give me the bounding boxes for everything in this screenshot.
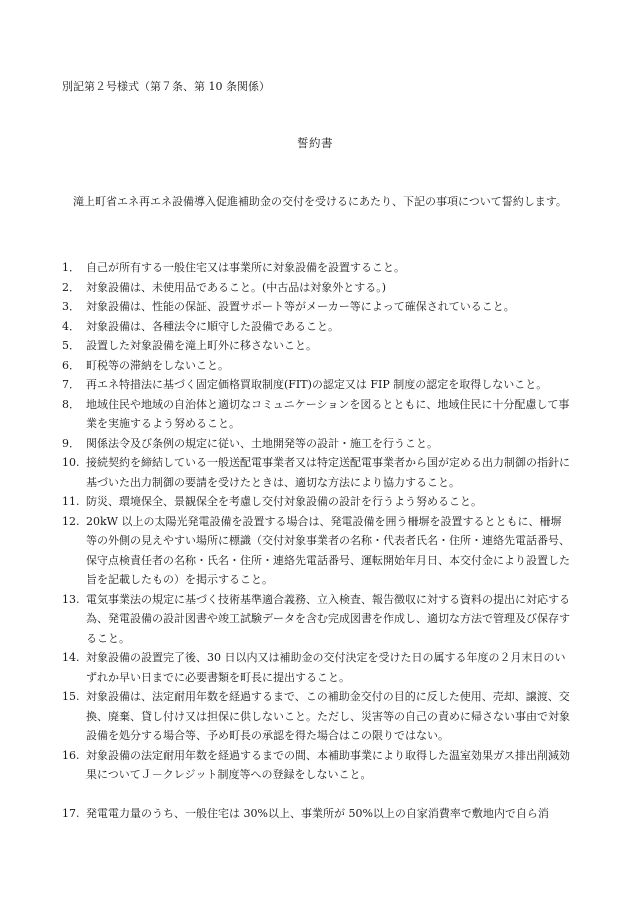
item-text: 対象設備は、法定耐用年数を経過するまで、この補助金交付の目的に反した使用、売却、譲渡、交換、廃棄、貸し付け又は担保に供しないこと。ただし、災害等の自己の責めに帰さない事由で対象設備を処分する場合等、予め町長の承認を得た場合はこの限りではない。 xyxy=(86,690,570,742)
list-item xyxy=(62,512,572,590)
item-number: 3． xyxy=(62,300,80,313)
item-text: 20kW 以上の太陽光発電設備を設置する場合は、発電設備を囲う柵塀を設置するとともに、柵塀等の外側の見えやすい場所に標識（交付対象事業者の名称・代表者氏名・住所・連絡先電話番号、保守点検責任者の名称・氏名・住所・連絡先電話番号、運転開始年月日、本交付金により設置した旨を記載したもの）を掲示すること。 xyxy=(86,514,570,586)
intro-paragraph: 滝上町省エネ再エネ設備導入促進補助金の交付を受けるにあたり、下記の事項について誓約します。 xyxy=(73,195,567,208)
item-number: 2． xyxy=(62,280,80,294)
item-text: 対象設備の設置完了後、30 日以内又は補助金の交付決定を受けた日の属する年度の２月末日のいずれか早い日までに必要書類を町長に提出すること。 xyxy=(86,651,566,684)
list-item xyxy=(62,746,572,785)
item-number: 17. xyxy=(62,806,80,820)
item-text: 接続契約を締結している一般送配電事業者又は特定送配電事業者から国が定める出力制御の指針に基づいた出力制御の要請を受けたときは、適切な方法により協力すること。 xyxy=(86,456,570,489)
item-number: 15. xyxy=(62,690,80,703)
item-number: 5． xyxy=(62,339,80,352)
item-number: 1． xyxy=(62,261,80,274)
form-label: 別記第２号様式（第７条、第 10 条関係） xyxy=(62,80,270,93)
item-number: 9． xyxy=(62,436,80,450)
pledge-list xyxy=(62,258,572,823)
item-number: 8． xyxy=(62,397,80,411)
list-item xyxy=(62,297,572,317)
list-item xyxy=(62,278,572,298)
item-number: 13. xyxy=(62,592,80,606)
item-number: 11. xyxy=(62,495,80,508)
item-text: 発電電力量のうち、一般住宅は 30%以上、事業所が 50%以上の自家消費率で敷地内で自ら消 xyxy=(86,806,549,820)
item-text: 対象設備は、未使用品であること。(中古品は対象外とする。) xyxy=(86,280,387,294)
list-item xyxy=(62,317,572,337)
item-text: 地域住民や地域の自治体と適切なコミュニケーションを図るとともに、地域住民に十分配慮して事業を実施するよう努めること。 xyxy=(86,397,570,430)
document-title: 誓約書 xyxy=(297,136,333,150)
list-item xyxy=(62,492,572,512)
list-item xyxy=(62,648,572,687)
list-item xyxy=(62,804,572,824)
item-number: 7． xyxy=(62,378,80,391)
item-text: 対象設備の法定耐用年数を経過するまでの間、本補助事業により取得した温室効果ガス排出削減効果についてＪ－クレジット制度等への登録をしないこと。 xyxy=(86,748,570,781)
list-item xyxy=(62,356,572,376)
item-number: 10. xyxy=(62,456,80,469)
list-item xyxy=(62,453,572,492)
item-text: 防災、環境保全、景観保全を考慮し交付対象設備の設計を行うよう努めること。 xyxy=(86,495,482,508)
list-item xyxy=(62,434,572,454)
item-text: 設置した対象設備を滝上町外に移さないこと。 xyxy=(86,339,317,352)
item-number: 16. xyxy=(62,748,80,762)
list-item xyxy=(62,687,572,746)
list-item xyxy=(62,395,572,434)
list-item xyxy=(62,590,572,649)
item-number: 14. xyxy=(62,651,80,664)
item-number: 12. xyxy=(62,514,80,528)
item-text: 対象設備は、性能の保証、設置サポート等がメーカー等によって確保されていること。 xyxy=(86,300,515,313)
item-number: 4． xyxy=(62,319,80,333)
item-text: 町税等の滞納をしないこと。 xyxy=(86,358,229,372)
item-text: 再エネ特措法に基づく固定価格買取制度(FIT)の認定又は FIP 制度の認定を取得しないこと。 xyxy=(86,378,548,391)
item-text: 電気事業法の規定に基づく技術基準適合義務、立入検査、報告徴収に対する資料の提出に対応する為、発電設備の設計図書や竣工試験データを含む完成図書を作成し、適切な方法で管理及び保存すること。 xyxy=(86,592,570,645)
item-text: 対象設備は、各種法令に順守した設備であること。 xyxy=(86,319,339,333)
list-item xyxy=(62,375,572,395)
item-text: 自己が所有する一般住宅又は事業所に対象設備を設置すること。 xyxy=(86,261,405,274)
list-item xyxy=(62,258,572,278)
item-text: 関係法令及び条例の規定に従い、土地開発等の設計・施工を行うこと。 xyxy=(86,436,438,450)
list-item xyxy=(62,336,572,356)
item-number: 6． xyxy=(62,358,80,372)
